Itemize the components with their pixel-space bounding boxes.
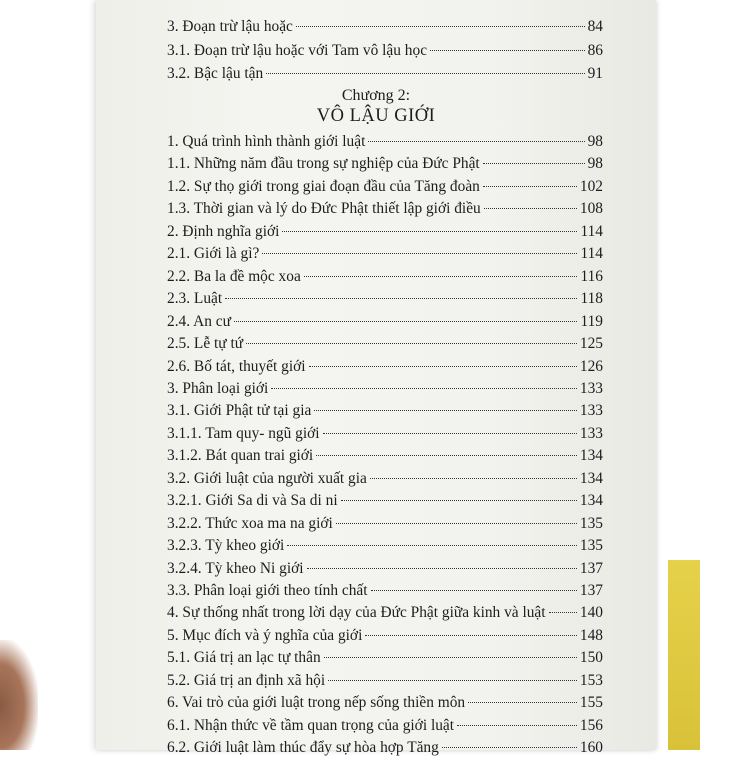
- toc-entry: [167, 670, 603, 692]
- dot-leader: [341, 500, 577, 501]
- toc-entry-page: 114: [580, 245, 603, 263]
- toc-entry-page: 84: [587, 18, 603, 35]
- toc-entry-title: 3.2.3. Tỳ kheo giới: [167, 537, 285, 555]
- toc-entry-title: 3. Phân loại giới: [167, 379, 269, 397]
- toc-entry-page: 135: [579, 537, 603, 555]
- toc-entry: [167, 423, 603, 445]
- toc-entry-page: 126: [579, 357, 603, 375]
- toc-entry: [167, 715, 603, 737]
- toc-entry: [167, 221, 603, 243]
- toc-entry-title: 3.2. Giới luật của người xuất gia: [167, 469, 367, 487]
- toc-entry: [167, 333, 603, 355]
- toc-entry-page: 125: [579, 335, 603, 353]
- dot-leader: [225, 298, 577, 299]
- toc-entry-title: 3.1.2. Bát quan trai giới: [167, 447, 314, 465]
- toc-entry: [167, 16, 603, 38]
- dot-leader: [262, 253, 577, 254]
- toc-entry: [167, 356, 603, 378]
- toc-entry-page: 156: [579, 716, 603, 734]
- toc-entry-title: 2.2. Ba la đề mộc xoa: [167, 267, 301, 285]
- thumb: [0, 640, 38, 750]
- toc-entry: [167, 131, 603, 153]
- toc-entry-page: 98: [587, 155, 603, 173]
- toc-entry-title: 2.1. Giới là gì?: [167, 245, 260, 263]
- toc-entry: [167, 692, 603, 714]
- toc-entry-title: 1. Quá trình hình thành giới luật: [167, 133, 366, 150]
- toc-entry: [167, 580, 603, 602]
- toc-entry-title: 1.3. Thời gian và lý do Đức Phật thiết lập giới điều: [167, 200, 481, 218]
- toc-entry-title: 5.2. Giá trị an định xã hội: [167, 671, 326, 689]
- dot-leader: [234, 321, 578, 322]
- toc-entry-title: 4. Sự thống nhất trong lời dạy của Đức Phật giữa kinh và luật: [167, 604, 546, 622]
- dot-leader: [483, 163, 585, 164]
- toc-entry-title: 5.1. Giá trị an lạc tự thân: [167, 649, 321, 667]
- toc-entry-title: 2.5. Lễ tự tứ: [167, 335, 244, 353]
- toc-entry-title: 3.2.1. Giới Sa di và Sa di ni: [167, 492, 338, 510]
- toc-entry-page: 133: [579, 424, 603, 442]
- toc-entry-page: 148: [579, 626, 603, 644]
- toc-entry: [167, 153, 603, 175]
- toc-entry: [167, 490, 603, 512]
- toc-entry-page: 116: [580, 267, 603, 285]
- toc-entry-title: 2.4. An cư: [167, 312, 231, 330]
- toc-entry-title: 6. Vai trò của giới luật trong nếp sống thiền môn: [167, 694, 466, 712]
- toc-entry-page: 135: [579, 514, 603, 532]
- chapter-title: VÔ LẬU GIỚI: [316, 106, 436, 126]
- toc-entry-title: 1.1. Những năm đầu trong sự nghiệp của Đức Phật: [167, 155, 480, 173]
- toc-entry: [167, 558, 603, 580]
- toc-entry: [167, 602, 603, 624]
- toc-entry-page: 137: [579, 559, 603, 577]
- book-page: [96, 0, 656, 757]
- toc-entry-title: 3. Đoạn trừ lậu hoặc: [167, 18, 293, 35]
- dot-leader: [304, 276, 578, 277]
- dot-leader: [314, 410, 577, 411]
- dot-leader: [365, 635, 577, 636]
- dot-leader: [549, 612, 577, 613]
- toc-entry: [167, 63, 603, 85]
- toc-entry: [167, 535, 603, 557]
- toc-entry: [167, 647, 603, 669]
- toc-entry: [167, 445, 603, 467]
- chapter-label: Chương 2:: [341, 87, 411, 104]
- toc-entry-page: 155: [579, 694, 603, 712]
- toc-entry-title: 3.1. Giới Phật tử tại gia: [167, 402, 312, 420]
- dot-leader: [468, 702, 577, 703]
- toc-entry-title: 6.1. Nhận thức về tầm quan trọng của giới luật: [167, 716, 455, 734]
- toc-entry-page: 140: [579, 604, 603, 622]
- toc-entry-page: 153: [579, 671, 603, 689]
- toc-entry: [167, 176, 603, 198]
- dot-leader: [323, 433, 577, 434]
- toc-entry-page: 133: [579, 379, 603, 397]
- toc-entry: [167, 737, 603, 759]
- toc-entry: [167, 400, 603, 422]
- toc-entry-title: 3.2. Bậc lậu tận: [167, 65, 264, 82]
- dot-leader: [483, 186, 577, 187]
- toc-entry: [167, 513, 603, 535]
- toc-entry: [167, 288, 603, 310]
- toc-entry-page: 134: [579, 447, 603, 465]
- toc-entry-page: 108: [579, 200, 603, 218]
- toc-entry: [167, 243, 603, 265]
- dot-leader: [309, 366, 577, 367]
- toc-entry-page: 150: [579, 649, 603, 667]
- dot-leader: [287, 545, 577, 546]
- toc-entry-page: 114: [580, 222, 603, 240]
- toc-entry: [167, 40, 603, 62]
- toc-entry-page: 134: [579, 492, 603, 510]
- toc-entry-title: 3.1. Đoạn trừ lậu hoặc với Tam vô lậu học: [167, 41, 428, 59]
- toc-entry-title: 1.2. Sự thọ giới trong giai đoạn đầu của Tăng đoàn: [167, 177, 480, 195]
- toc-entry: [167, 378, 603, 400]
- toc-entry-title: 2.3. Luật: [167, 290, 223, 308]
- toc-entry: [167, 266, 603, 288]
- toc-entry-page: 137: [579, 582, 603, 599]
- toc-entry-page: 118: [580, 290, 603, 308]
- dot-leader: [457, 725, 577, 726]
- toc-entry-page: 86: [587, 41, 603, 59]
- toc-entry: [167, 198, 603, 220]
- toc-entry-title: 3.2.2. Thức xoa ma na giới: [167, 514, 333, 532]
- dot-leader: [484, 208, 577, 209]
- toc-entry: [167, 468, 603, 490]
- dot-leader: [296, 26, 585, 27]
- toc-entry-page: 134: [579, 469, 603, 487]
- toc-entry-page: 119: [580, 312, 603, 330]
- toc-entry-page: 133: [579, 402, 603, 420]
- toc-entry-page: 102: [579, 177, 603, 195]
- dot-leader: [328, 680, 577, 681]
- yellow-book-edge: [668, 560, 700, 750]
- toc-entry-title: 5. Mục đích và ý nghĩa của giới: [167, 626, 363, 644]
- table-of-contents: [96, 0, 656, 757]
- dot-leader: [266, 73, 584, 74]
- toc-entry-title: 3.3. Phân loại giới theo tính chất: [167, 582, 368, 599]
- toc-entry-page: 98: [587, 133, 603, 150]
- toc-entry-title: 3.2.4. Tỳ kheo Ni giới: [167, 559, 304, 577]
- dot-leader: [430, 50, 585, 51]
- dot-leader: [442, 747, 577, 748]
- dot-leader: [368, 141, 584, 142]
- toc-entry: [167, 311, 603, 333]
- toc-entry-title: 2.6. Bố tát, thuyết giới: [167, 357, 306, 375]
- dot-leader: [370, 478, 577, 479]
- dot-leader: [316, 455, 577, 456]
- toc-entry-title: 2. Định nghĩa giới: [167, 222, 280, 240]
- dot-leader: [271, 388, 577, 389]
- toc-entry: [167, 625, 603, 647]
- dot-leader: [282, 231, 577, 232]
- toc-entry-title: 3.1.1. Tam quy- ngũ giới: [167, 424, 320, 442]
- dot-leader: [307, 568, 577, 569]
- toc-entry-page: 160: [579, 739, 603, 757]
- dot-leader: [371, 590, 577, 591]
- toc-entry-page: 91: [587, 65, 603, 82]
- dot-leader: [246, 343, 577, 344]
- toc-entry-title: 6.2. Giới luật làm thúc đẩy sự hòa hợp Tăng: [167, 739, 439, 757]
- dot-leader: [336, 523, 577, 524]
- dot-leader: [324, 657, 577, 658]
